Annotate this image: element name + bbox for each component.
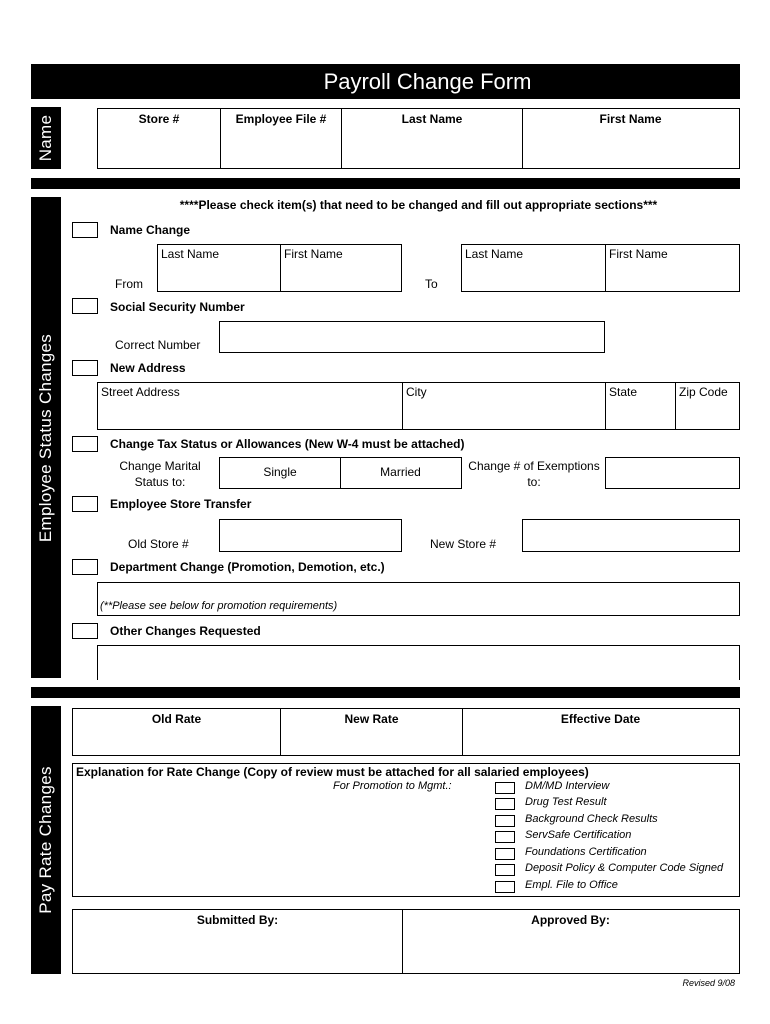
store-number-field[interactable] (98, 109, 221, 168)
page-title: Payroll Change Form (323, 69, 532, 94)
old-rate-field[interactable] (73, 709, 281, 755)
new-address-label: New Address (110, 361, 186, 375)
zip-code-field[interactable] (676, 383, 738, 429)
approved-by-field[interactable] (403, 910, 738, 973)
deposit-policy-checkbox[interactable] (495, 864, 515, 876)
foundations-checkbox[interactable] (495, 848, 515, 860)
from-last-name-field[interactable] (158, 245, 281, 291)
tax-status-checkbox[interactable] (72, 436, 98, 452)
old-rate-label: Old Rate (151, 712, 202, 726)
new-rate-label: New Rate (344, 712, 399, 726)
drug-test-checkbox[interactable] (495, 798, 515, 810)
to-label: To (425, 277, 438, 291)
rate-table (72, 708, 740, 756)
address-table (97, 382, 740, 430)
store-transfer-checkbox[interactable] (72, 496, 98, 512)
background-check-checkbox[interactable] (495, 815, 515, 827)
signature-table (72, 909, 740, 974)
side-label-pay-rate: Pay Rate Changes (31, 706, 61, 974)
single-option[interactable] (220, 458, 341, 488)
new-store-field[interactable] (522, 519, 740, 552)
married-label: Married (380, 465, 421, 479)
department-change-field[interactable] (97, 582, 740, 616)
approved-by-label: Approved By: (531, 913, 610, 927)
servsafe-checkbox[interactable] (495, 831, 515, 843)
other-changes-field[interactable] (97, 645, 740, 680)
single-label: Single (263, 465, 297, 479)
name-change-checkbox[interactable] (72, 222, 98, 238)
department-change-label: Department Change (Promotion, Demotion, etc.) (110, 560, 385, 574)
employee-file-label: Employee File # (235, 112, 327, 126)
married-option[interactable] (341, 458, 460, 488)
title-bar (31, 64, 740, 99)
ssn-label: Social Security Number (110, 300, 245, 314)
from-last-name-label: Last Name (161, 247, 220, 261)
zip-code-label: Zip Code (679, 385, 728, 399)
marital-status-label: Change Marital Status to: (119, 459, 201, 489)
store-transfer-label: Employee Store Transfer (110, 497, 252, 511)
to-first-name-label: First Name (609, 247, 668, 261)
from-first-name-label: First Name (284, 247, 343, 261)
city-field[interactable] (403, 383, 606, 429)
first-name-field[interactable] (523, 109, 738, 168)
explanation-label: Explanation for Rate Change (Copy of review must be attached for all salaried employees) (76, 765, 589, 779)
promotion-note: (**Please see below for promotion requirements) (100, 600, 338, 612)
state-field[interactable] (606, 383, 676, 429)
department-change-checkbox[interactable] (72, 559, 98, 575)
old-store-label: Old Store # (128, 537, 189, 551)
new-store-label: New Store # (430, 537, 497, 551)
old-store-field[interactable] (219, 519, 402, 552)
side-label-name: Name (31, 107, 61, 169)
new-address-checkbox[interactable] (72, 360, 98, 376)
state-label: State (609, 385, 638, 399)
to-last-name-label: Last Name (465, 247, 524, 261)
city-label: City (406, 385, 427, 399)
promotion-checklist: DM/MD Interview Drug Test Result Background Check Results ServSafe Certification Foundations Certification Deposit Policy & Computer Code Signed Empl. File to Office (495, 780, 740, 895)
street-address-field[interactable] (98, 383, 403, 429)
from-label: From (115, 277, 143, 291)
new-rate-field[interactable] (281, 709, 463, 755)
other-changes-label: Other Changes Requested (110, 624, 261, 638)
correct-number-field[interactable] (219, 321, 605, 353)
effective-date-label: Effective Date (560, 712, 641, 726)
to-last-name-field[interactable] (462, 245, 606, 291)
dm-md-interview-checkbox[interactable] (495, 782, 515, 794)
store-number-label: Store # (138, 112, 180, 126)
street-address-label: Street Address (101, 385, 180, 399)
tax-status-label: Change Tax Status or Allowances (New W-4 must be attached) (110, 437, 465, 451)
submitted-by-label: Submitted By: (196, 913, 279, 927)
exemptions-label: Change # of Exemptions to: (468, 459, 600, 489)
empl-file-checkbox[interactable] (495, 881, 515, 893)
last-name-label: Last Name (401, 112, 463, 126)
effective-date-field[interactable] (463, 709, 738, 755)
correct-number-label: Correct Number (115, 338, 201, 352)
separator-bar (31, 687, 740, 698)
to-first-name-field[interactable] (606, 245, 738, 291)
ssn-checkbox[interactable] (72, 298, 98, 314)
instruction-text: ****Please check item(s) that need to be changed and fill out appropriate sections*** (179, 198, 658, 212)
employee-file-field[interactable] (221, 109, 342, 168)
exemptions-field[interactable] (605, 457, 740, 489)
submitted-by-field[interactable] (73, 910, 403, 973)
revised-date: Revised 9/08 (682, 978, 735, 988)
last-name-field[interactable] (342, 109, 523, 168)
separator-bar (31, 178, 740, 189)
side-label-employee-status: Employee Status Changes (31, 197, 61, 678)
marital-status-table (219, 457, 462, 489)
name-from-table (157, 244, 402, 292)
promotion-to-mgmt-label: For Promotion to Mgmt.: (333, 780, 452, 792)
from-first-name-field[interactable] (281, 245, 400, 291)
name-section-table (97, 108, 740, 169)
other-changes-checkbox[interactable] (72, 623, 98, 639)
name-change-label: Name Change (110, 223, 191, 237)
first-name-label: First Name (599, 112, 662, 126)
name-to-table (461, 244, 740, 292)
